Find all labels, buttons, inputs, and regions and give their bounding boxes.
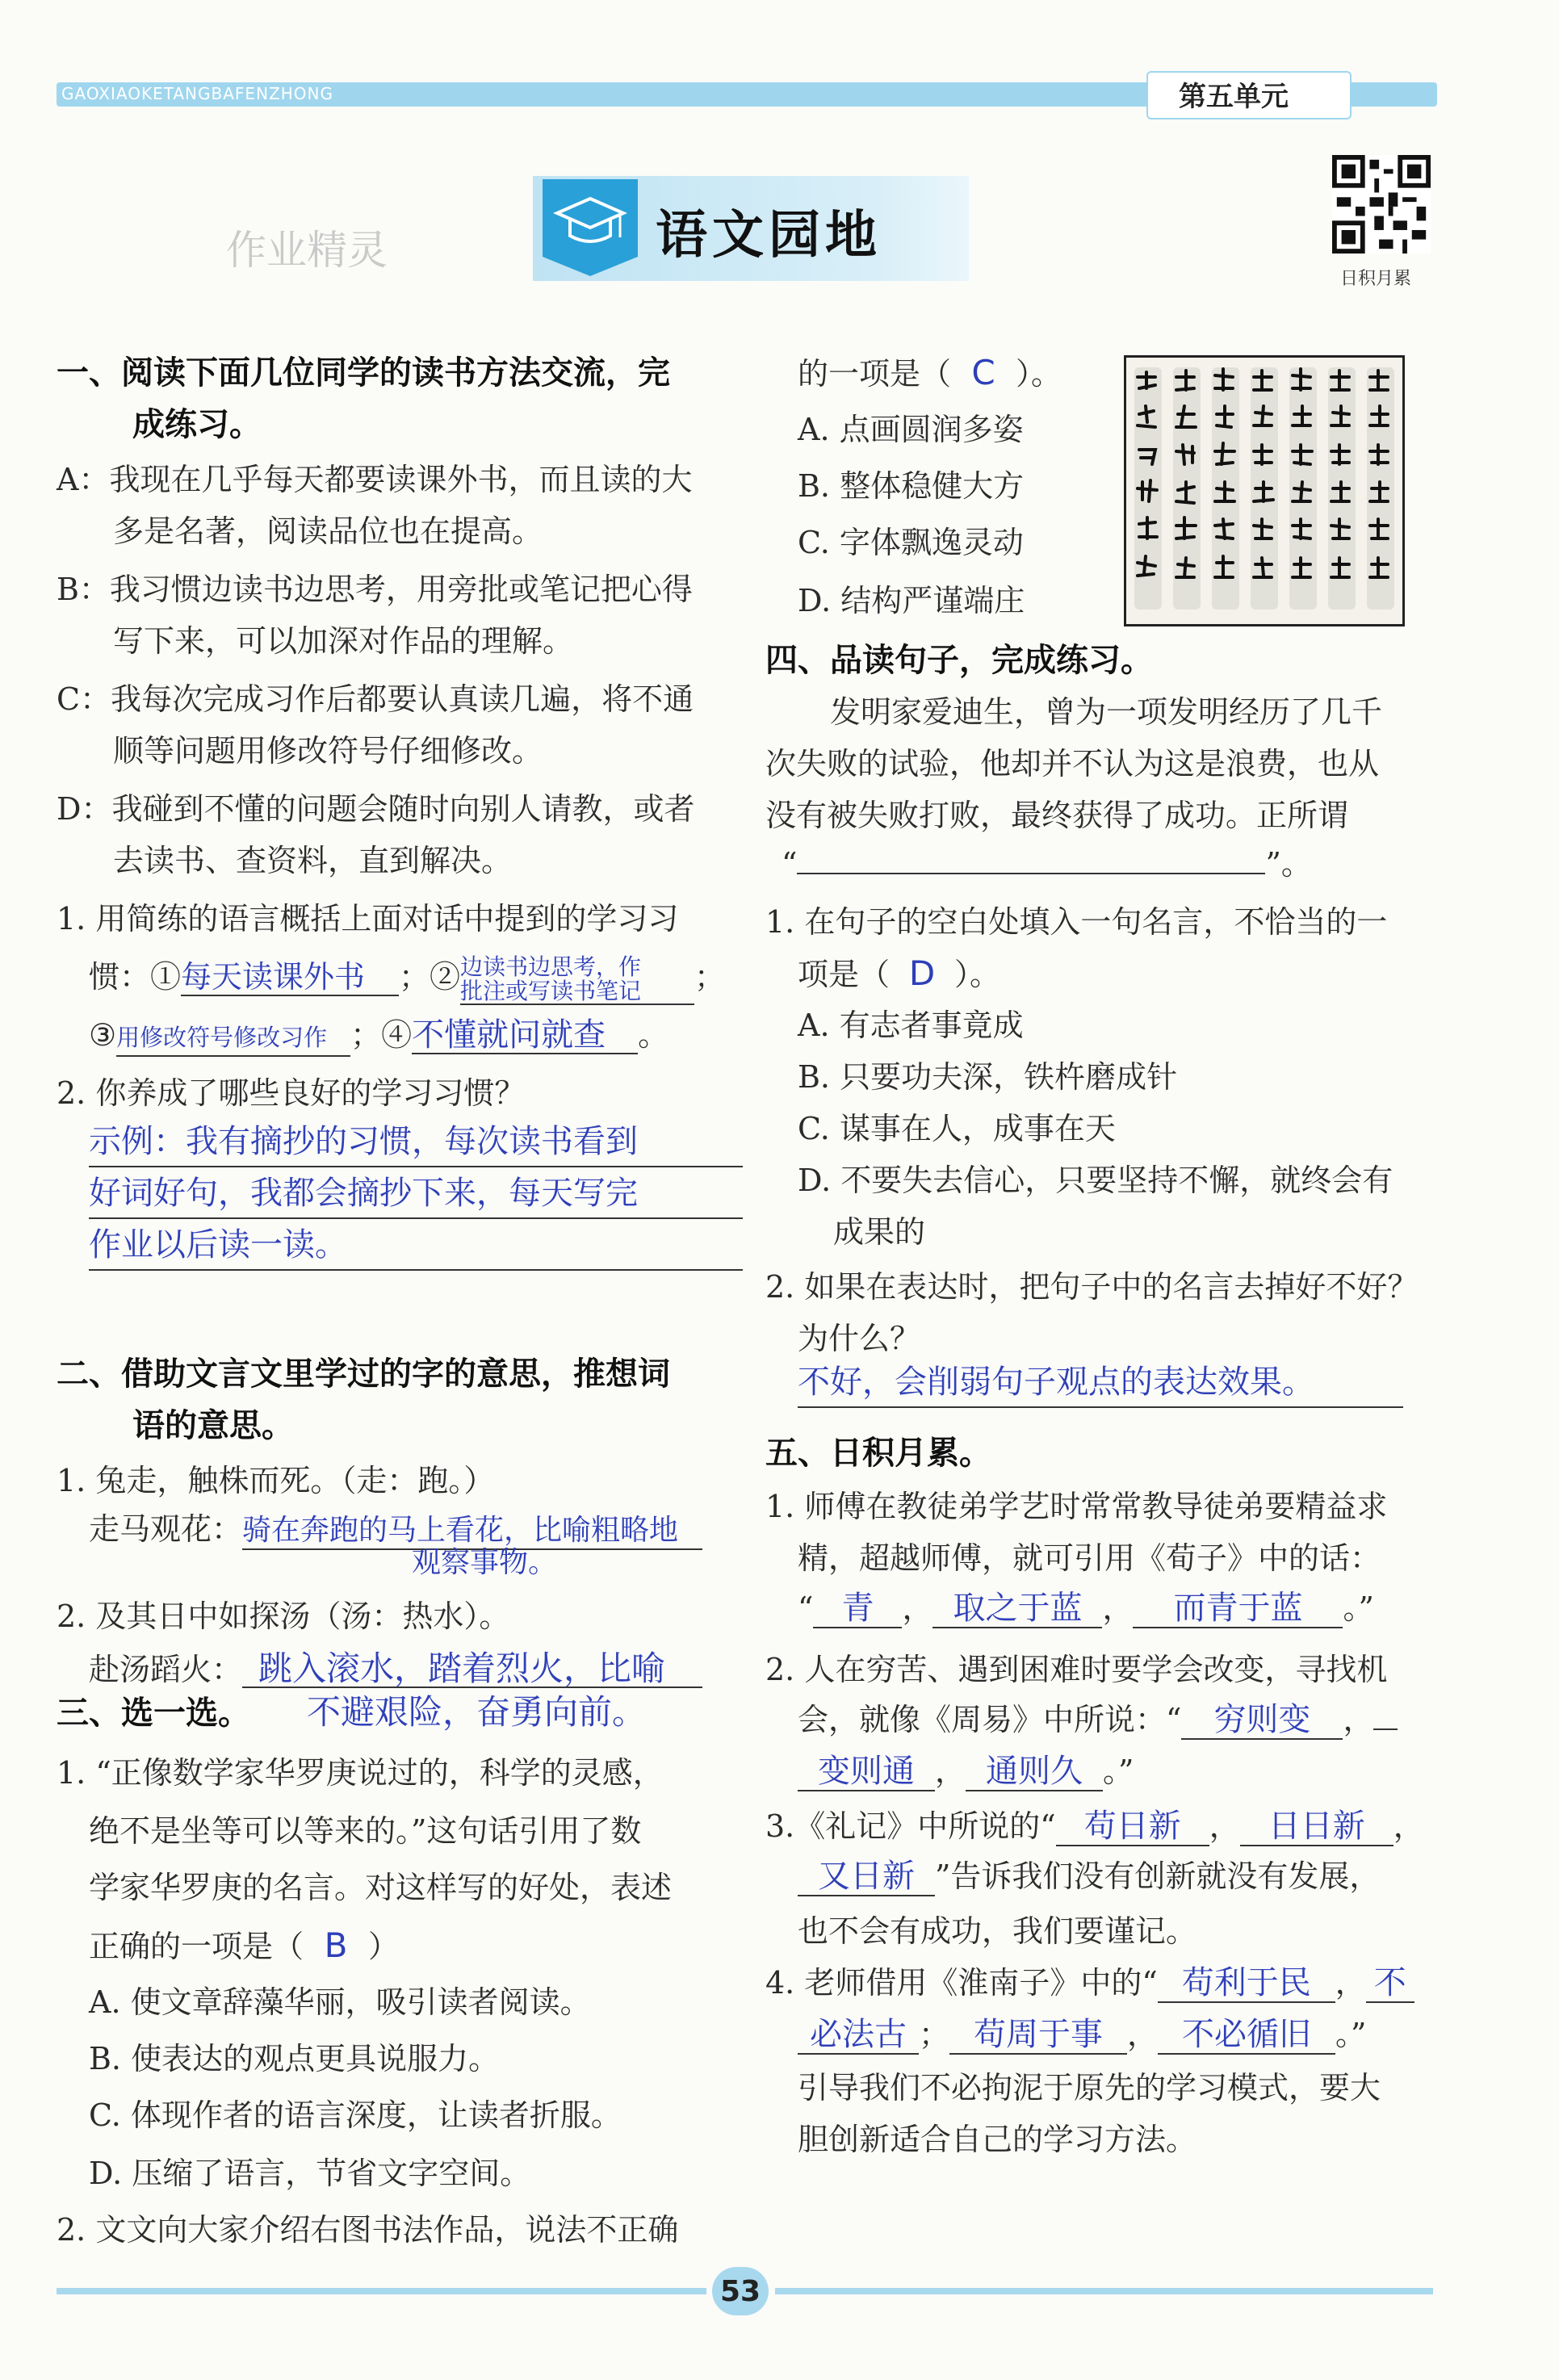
answer-q2-2: 跳入滚水，踏着烈火，比喻 (242, 1651, 702, 1688)
answer-habit-3: 用修改符号修改习作 (116, 1020, 350, 1057)
question-5-4: 4. 老师借用《淮南子》中的“ 苟利于民 ， 不 (765, 1957, 1444, 2009)
passage-line4: “ ”。 (782, 838, 1444, 890)
question-4-2-line2: 为什么？ (798, 1321, 921, 1356)
watermark: 作业精灵 (226, 227, 388, 274)
answer-q5-1-1: 青 (813, 1590, 902, 1628)
answer-q5-4-3: 苟周于事 (949, 2016, 1127, 2055)
question-5-3-line2: 又日新 ”告诉我们没有创新就没有发展， (798, 1850, 1444, 1902)
question-1-1-line2: 惯：①每天读课外书 ；②边读书边思考，作 批注或写读书笔记 ； (89, 953, 726, 1004)
question-5-3: 3.《礼记》中所说的“ 苟日新 ， 日日新 ， (765, 1808, 1424, 1845)
question-3-1-line2: 绝不是坐等可以等来的。”这句话引用了数 (89, 1813, 642, 1849)
question-5-2: 2. 人在穷苦、遇到困难时要学会改变，寻找机 (765, 1652, 1388, 1687)
section2-heading-cont: 语的意思。 (132, 1407, 294, 1444)
answer-q4-2: 不好，会削弱句子观点的表达效果。 (798, 1358, 1403, 1408)
question-5-4-line2: 必法古 ； 苟周于事 ， 不必循旧 。” (798, 2009, 1444, 2060)
option-3-2-a: A. 点画圆润多姿 (798, 412, 1024, 447)
option-3-1-d: D. 压缩了语言，节省文字空间。 (89, 2156, 531, 2191)
question-1-2: 2. 你养成了哪些良好的学习习惯？ (57, 1075, 526, 1111)
right-column (765, 347, 1444, 2252)
dialog-d: D：我碰到不懂的问题会随时向别人请教，或者 (57, 791, 695, 827)
dialog-d-cont: 去读书、查资料，直到解决。 (113, 843, 513, 878)
option-3-1-b: B. 使表达的观点更具说服力。 (89, 2041, 500, 2076)
answer-q5-2-1: 穷则变 (1181, 1701, 1343, 1740)
footer-rule-left (57, 2288, 706, 2294)
question-2-1-word: 走马观花：骑在奔跑的马上看花，比喻粗略地 (89, 1503, 743, 1555)
option-4-1-d: D. 不要失去信心，只要坚持不懈，就终会有 (798, 1163, 1393, 1198)
answer-q3-2: C (971, 353, 995, 392)
question-5-2-line3: 变则通 ， 通则久 。” (798, 1745, 1444, 1797)
question-1-1-line3: ③用修改符号修改习作 ；④不懂就问就查 。 (89, 1009, 743, 1061)
answer-habit-4: 不懂就问就查 (412, 1017, 638, 1054)
dialog-b: B：我习惯边读书边思考，用旁批或笔记把心得 (57, 572, 693, 607)
question-3-2: 2. 文文向大家介绍右图书法作品，说法不正确 (57, 2212, 679, 2248)
answer-q4-1: D (908, 953, 936, 993)
answer-q2-2-cont: 不避艰险，奋勇向前。 (307, 1692, 647, 1732)
proverb-blank[interactable] (797, 844, 1265, 874)
question-1-1: 1. 用简练的语言概括上面对话中提到的学习习 (57, 901, 679, 936)
option-3-1-c: C. 体现作者的语言深度，让读者折服。 (89, 2097, 622, 2133)
answer-q5-2-2: 变则通 (798, 1753, 935, 1791)
question-5-3-line3: 也不会有成功，我们要谨记。 (798, 1913, 1197, 1949)
page-title: 语文园地 (656, 206, 882, 266)
option-4-1-c: C. 谋事在人，成事在天 (798, 1111, 1116, 1146)
question-5-1-line2: 精，超越师傅，就可引用《荀子》中的话： (798, 1540, 1381, 1576)
qr-code-icon[interactable] (1332, 155, 1431, 254)
dialog-a-cont: 多是名著，阅读品位也在提高。 (113, 513, 543, 549)
section3-heading: 三、选一选。 (57, 1695, 250, 1732)
dialog-c-cont: 顺等问题用修改符号仔细修改。 (113, 733, 543, 769)
option-3-2-d: D. 结构严谨端庄 (798, 583, 1025, 618)
answer-q5-1-2: 取之于蓝 (932, 1590, 1102, 1628)
passage-line3: 没有被失败打败，最终获得了成功。正所谓 (765, 798, 1349, 833)
answer-q1-2-line2: 好词好句，我都会摘抄下来，每天写完 (89, 1169, 743, 1219)
answer-q1-2-line1: 示例：我有摘抄的习惯，每次读书看到 (89, 1117, 743, 1167)
question-2-2: 2. 及其日中如探汤（汤：热水）。 (57, 1599, 510, 1634)
question-3-2-line2: 的一项是（ C ）。 (798, 347, 1444, 400)
question-4-1-line2: 项是（ D ）。 (798, 948, 1444, 1000)
passage-line1: 发明家爱迪生，曾为一项发明经历了几千 (830, 694, 1383, 730)
dialog-b-cont: 写下来，可以加深对作品的理解。 (113, 623, 574, 659)
left-column (57, 347, 743, 2252)
section4-heading: 四、品读句子，完成练习。 (765, 642, 1153, 679)
section1-heading-cont: 成练习。 (132, 406, 262, 443)
question-2-1: 1. 兔走，触株而死。（走：跑。） (57, 1463, 495, 1498)
header-band-text: GAOXIAOKETANGBAFENZHONG (61, 84, 333, 103)
question-5-2-line2: 会，就像《周易》中所说：“ 穷则变 ， (798, 1694, 1444, 1745)
dialog-a: A：我现在几乎每天都要读课外书，而且读的大 (57, 462, 693, 497)
unit-label: 第五单元 (1179, 81, 1289, 113)
answer-habit-1: 每天读课外书 (181, 959, 399, 996)
answer-q1-2-line3: 作业以后读一读。 (89, 1221, 743, 1271)
question-4-1: 1. 在句子的空白处填入一句名言，不恰当的一 (765, 904, 1388, 940)
question-3-1: 1. “正像数学家华罗庚说过的，科学的灵感， (57, 1755, 664, 1791)
page-number: 53 (719, 2275, 761, 2308)
answer-q5-4-1: 苟利于民 (1158, 1964, 1335, 2003)
qr-caption: 日积月累 (1340, 269, 1412, 289)
section1-heading: 一、阅读下面几位同学的读书方法交流，完 (57, 354, 670, 392)
question-5-4-line4: 胆创新适合自己的学习方法。 (798, 2122, 1197, 2157)
graduation-cap-icon (543, 179, 638, 276)
option-4-1-a: A. 有志者事竟成 (798, 1008, 1024, 1043)
question-4-2: 2. 如果在表达时，把句子中的名言去掉好不好？ (765, 1269, 1419, 1305)
option-3-2-b: B. 整体稳健大方 (798, 468, 1025, 504)
question-3-1-line4: 正确的一项是（ B ） (89, 1920, 743, 1972)
answer-q5-2-3: 通则久 (966, 1753, 1103, 1791)
question-5-1-line3: “ 青 ， 取之于蓝 ， 而青于蓝 。” (798, 1590, 1374, 1627)
answer-q5-1-3: 而青于蓝 (1133, 1590, 1343, 1628)
footer-rule-right (775, 2288, 1433, 2294)
answer-q5-3-3: 又日新 (798, 1858, 935, 1896)
section2-heading: 二、借助文言文里学过的字的意思，推想词 (57, 1356, 670, 1393)
option-3-2-c: C. 字体飘逸灵动 (798, 525, 1024, 560)
section5-heading: 五、日积月累。 (765, 1435, 991, 1472)
answer-q5-4-2a: 不 (1366, 1964, 1414, 2003)
option-3-1-a: A. 使文章辞藻华丽，吸引读者阅读。 (89, 1984, 591, 2020)
answer-habit-2: 边读书边思考，作 批注或写读书笔记 (460, 955, 694, 1005)
option-4-1-d-cont: 成果的 (833, 1214, 926, 1250)
answer-q3-1: B (324, 1925, 348, 1965)
dialog-c: C：我每次完成习作后都要认真读几遍，将不通 (57, 681, 694, 717)
question-5-1: 1. 师傅在教徒弟学艺时常常教导徒弟要精益求 (765, 1489, 1388, 1524)
option-4-1-b: B. 只要功夫深，铁杵磨成针 (798, 1059, 1178, 1095)
answer-q5-4-4: 不必循旧 (1158, 2016, 1335, 2055)
question-2-2-word: 赴汤蹈火： 跳入滚水，踏着烈火，比喻 (89, 1644, 743, 1695)
answer-q5-4-2b: 必法古 (798, 2016, 919, 2055)
passage-line2: 次失败的试验，他却并不认为这是浪费，也从 (765, 746, 1380, 781)
calligraphy-image (1124, 355, 1405, 626)
answer-q5-3-2: 日日新 (1240, 1808, 1393, 1846)
answer-q5-3-1: 苟日新 (1056, 1808, 1209, 1846)
answer-q2-1: 骑在奔跑的马上看花，比喻粗略地 (242, 1513, 702, 1550)
question-5-4-line3: 引导我们不必拘泥于原先的学习模式，要大 (798, 2070, 1381, 2106)
question-3-1-line3: 学家华罗庚的名言。对这样写的好处，表述 (89, 1870, 673, 1905)
answer-q2-1-cont: 观察事物。 (412, 1546, 558, 1579)
